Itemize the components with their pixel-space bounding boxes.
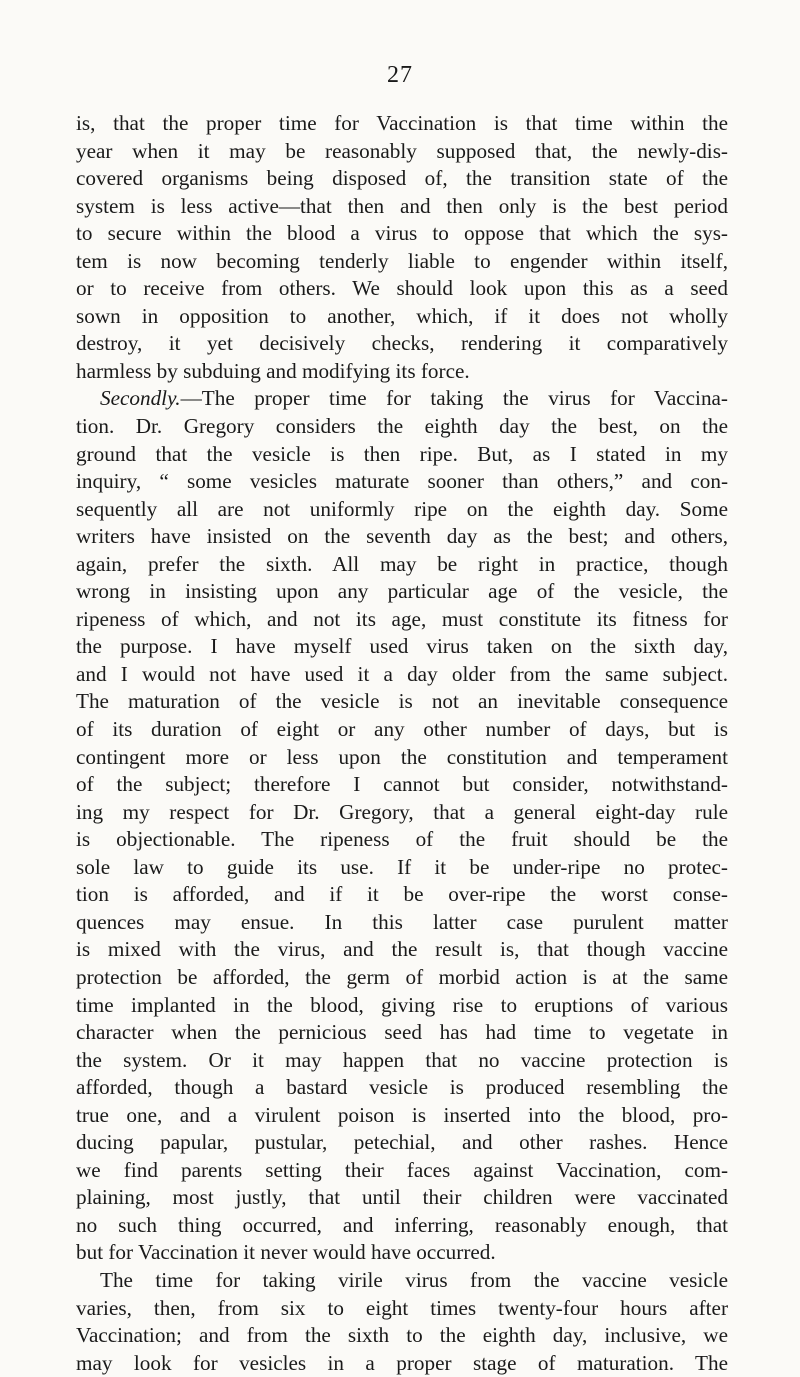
text-line-secondly: [76, 385, 728, 413]
text-line: quences may ensue. In this latter case purulent matter: [76, 909, 728, 934]
text-line: sequently all are not uniformly ripe on the eighth day. Some: [76, 496, 728, 521]
text-line: year when it may be reasonably supposed that, the newly-dis-: [76, 138, 728, 163]
page-number: 27: [387, 62, 413, 88]
text-line: may look for vesicles in a proper stage of maturation. The: [76, 1350, 728, 1375]
text-line: destroy, it yet decisively checks, rendering it comparatively: [76, 331, 728, 356]
text-line: The maturation of the vesicle is not an inevitable consequence: [76, 689, 728, 714]
text-line: writers have insisted on the seventh day as the best; and others,: [76, 524, 728, 549]
text-line: no such thing occurred, and inferring, reasonably enough, that: [76, 1212, 728, 1237]
text-line: plaining, most justly, that until their children were vaccinated: [76, 1185, 728, 1210]
text-line: protection be afforded, the germ of morbid action is at the same: [76, 964, 728, 989]
text-line: ducing papular, pustular, petechial, and other rashes. Hence: [76, 1130, 728, 1155]
text-line: ripeness of which, and not its age, must constitute its fitness for: [76, 606, 728, 631]
text-line: system is less active—that then and then only is the best period: [76, 193, 728, 218]
text-line: sole law to guide its use. If it be under-ripe no protec-: [76, 854, 728, 879]
text-line: the system. Or it may happen that no vaccine protection is: [76, 1047, 728, 1072]
text-line: is mixed with the virus, and the result is, that though vaccine: [76, 937, 728, 962]
text-line: the purpose. I have myself used virus taken on the sixth day,: [76, 634, 728, 659]
text-line: we find parents setting their faces against Vaccination, com-: [76, 1157, 728, 1182]
text-line: is objectionable. The ripeness of the fruit should be the: [76, 827, 728, 852]
text-line: ground that the vesicle is then ripe. But, as I stated in my: [76, 441, 728, 466]
text-line: true one, and a virulent poison is inserted into the blood, pro-: [76, 1102, 728, 1127]
text-line: The time for taking virile virus from the vaccine vesicle: [100, 1267, 728, 1292]
text-line: again, prefer the sixth. All may be right in practice, though: [76, 551, 728, 576]
text-line: harmless by subduing and modifying its force.: [76, 358, 470, 383]
text-line: time implanted in the blood, giving rise to eruptions of various: [76, 992, 728, 1017]
text-line: tion is afforded, and if it be over-ripe the worst conse-: [76, 882, 728, 907]
text-line: wrong in insisting upon any particular age of the vesicle, the: [76, 579, 728, 604]
text-line: contingent more or less upon the constitution and temperament: [76, 744, 728, 769]
body-text: [76, 110, 728, 1377]
text-line: Vaccination; and from the sixth to the eighth day, inclusive, we: [76, 1323, 728, 1348]
text-line: covered organisms being disposed of, the transition state of the: [76, 166, 728, 191]
text-line: inquiry, “ some vesicles maturate sooner than others,” and con-: [76, 469, 728, 494]
secondly-heading: Secondly.: [100, 386, 181, 411]
text-line: of the subject; therefore I cannot but consider, notwithstand-: [76, 772, 728, 797]
text-line: and I would not have used it a day older from the same subject.: [76, 661, 728, 686]
text-line: to secure within the blood a virus to oppose that which the sys-: [76, 221, 728, 246]
text-line: or to receive from others. We should look upon this as a seed: [76, 276, 728, 301]
text-line: character when the pernicious seed has had time to vegetate in: [76, 1020, 728, 1045]
text-line: varies, then, from six to eight times twenty-four hours after: [76, 1295, 728, 1320]
text-line: afforded, though a bastard vesicle is produced resembling the: [76, 1075, 728, 1100]
text-line: sown in opposition to another, which, if it does not wholly: [76, 303, 728, 328]
text-line: but for Vaccination it never would have occurred.: [76, 1240, 496, 1265]
secondly-text: —The proper time for taking the virus for Vaccina-: [180, 386, 728, 411]
text-line: tem is now becoming tenderly liable to engender within itself,: [76, 248, 728, 273]
text-line: is, that the proper time for Vaccination is that time within the: [76, 111, 728, 135]
text-line: ing my respect for Dr. Gregory, that a general eight-day rule: [76, 799, 728, 824]
text-line: tion. Dr. Gregory considers the eighth day the best, on the: [76, 414, 728, 439]
text-line: of its duration of eight or any other number of days, but is: [76, 717, 728, 742]
